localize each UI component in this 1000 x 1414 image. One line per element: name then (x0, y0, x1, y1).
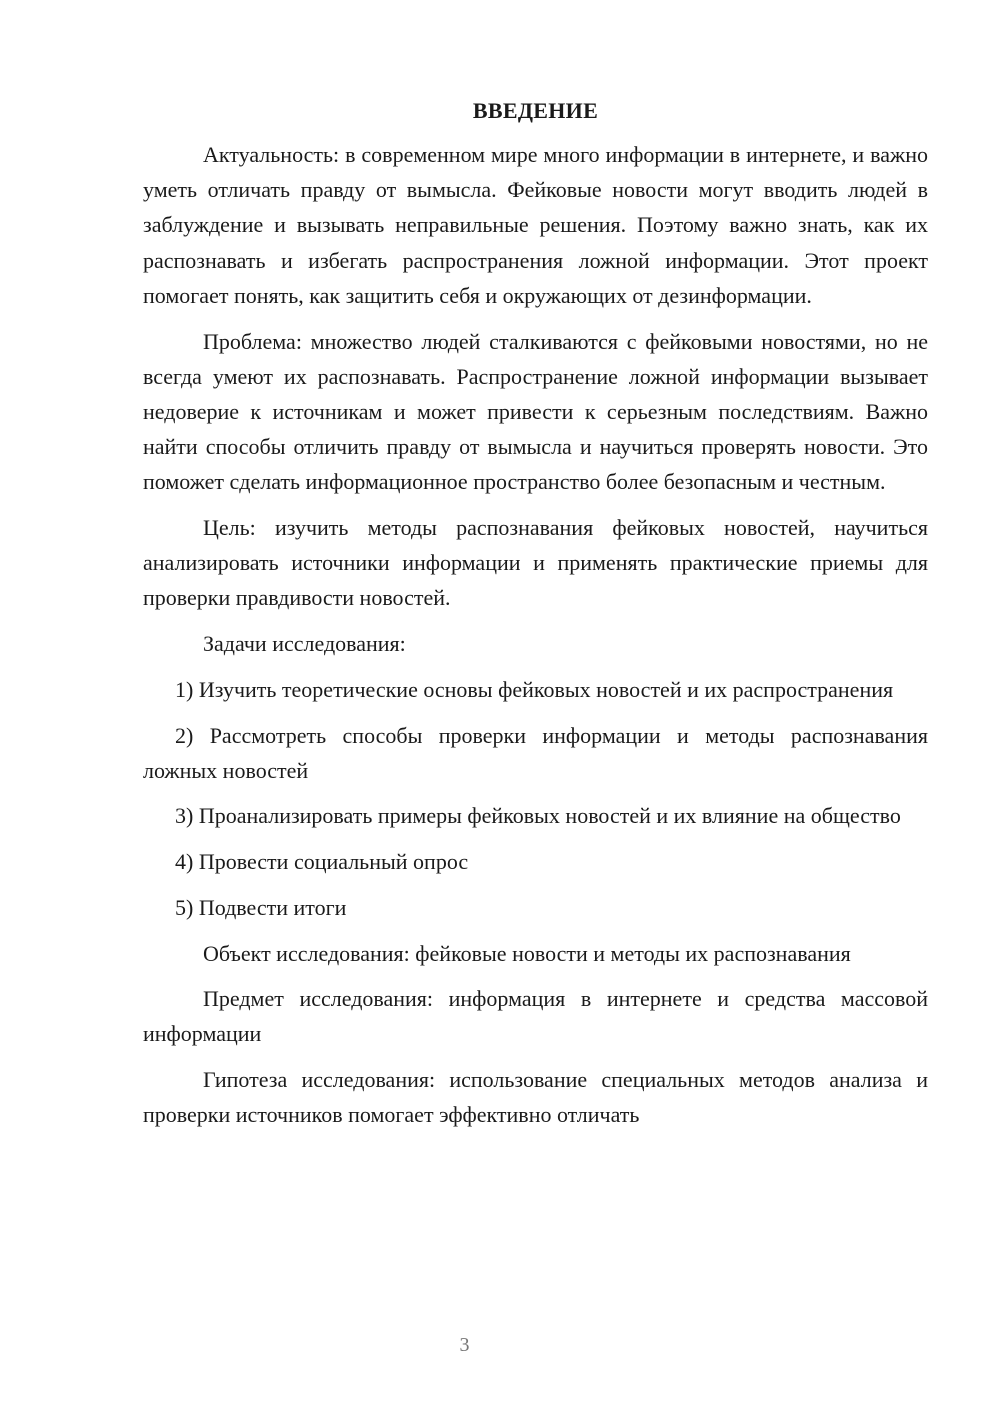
goal-paragraph: Цель: изучить методы распознавания фейковых новостей, научиться анализировать источники информации и применять практические приемы для проверки правдивости новостей. (143, 515, 928, 611)
relevance-paragraph: Актуальность: в современном мире много информации в интернете, и важно уметь отличать правду от вымысла. Фейковые новости могут вводить людей в заблуждение и вызывать неправильные решения. Поэтому важно знать, как их распознавать и избегать распространения ложной информации. Этот проект помогает понять, как защитить себя и окружающих от дезинформации. (143, 142, 928, 308)
task-item-2: 2) Рассмотреть способы проверки информации и методы распознавания ложных новостей (143, 722, 928, 783)
task-item-4: 4) Провести социальный опрос (175, 849, 469, 875)
page-number: 3 (459, 1334, 470, 1356)
hypothesis-paragraph: Гипотеза исследования: использование специальных методов анализа и проверки источников помогает эффективно отличать (143, 1067, 928, 1128)
document-body (143, 95, 928, 1143)
section-title: ВВЕДЕНИЕ (472, 98, 599, 123)
object-paragraph: Объект исследования: фейковые новости и методы их распознавания (203, 940, 851, 966)
subject-paragraph: Предмет исследования: информация в интернете и средства массовой информации (143, 986, 928, 1047)
task-item-1: 1) Изучить теоретические основы фейковых новостей и их распространения (175, 676, 894, 702)
task-item-3: 3) Проанализировать примеры фейковых новостей и их влияние на общество (175, 803, 901, 829)
problem-paragraph: Проблема: множество людей сталкиваются с фейковыми новостями, но не всегда умеют их распознавать. Распространение ложной информации вызывает недоверие к источникам и может привести к серьезным последствиям. Важно найти способы отличить правду от вымысла и научиться проверять новости. Это поможет сделать информационное пространство более безопасным и честным. (143, 328, 928, 495)
tasks-heading: Задачи исследования: (203, 631, 406, 657)
task-item-5: 5) Подвести итоги (175, 894, 347, 920)
